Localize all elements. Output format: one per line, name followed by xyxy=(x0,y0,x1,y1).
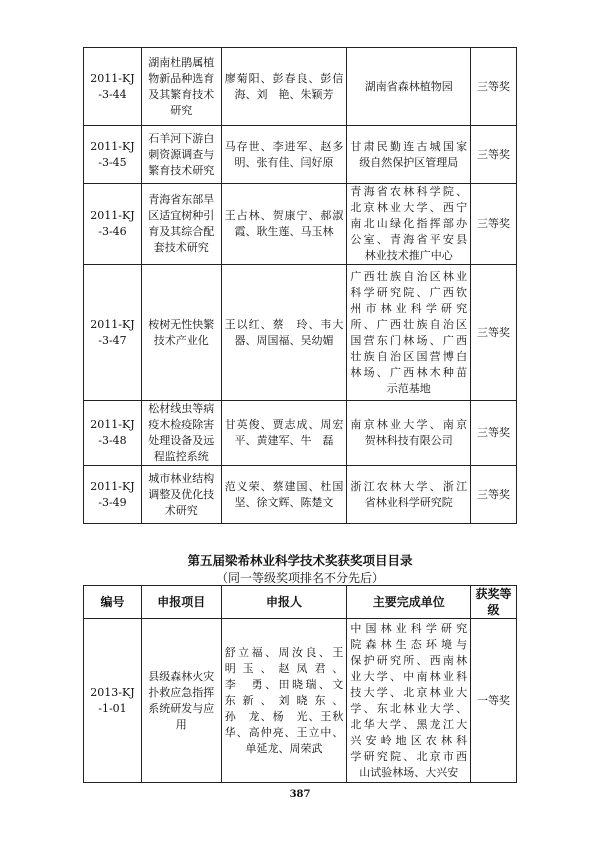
cell-id xyxy=(84,619,142,783)
text-line: 保护研究所、西南林 xyxy=(350,653,468,667)
text-line: 2013-KJ xyxy=(90,685,135,699)
cell-applicants xyxy=(221,401,347,466)
text-line: 兴安岭地区农林科 xyxy=(350,733,468,747)
cell-award: 三等奖 xyxy=(471,48,517,126)
text-line: 县级森林火灾 xyxy=(148,669,215,683)
text-line: 青海省东部旱 xyxy=(148,193,215,206)
text-line: 2011-KJ xyxy=(90,418,135,431)
cell-applicants xyxy=(221,184,347,265)
text-line: 程监控系统 xyxy=(153,450,209,463)
text-line: -1-01 xyxy=(98,701,127,715)
cell-unit xyxy=(347,619,471,783)
cell-applicants xyxy=(221,126,347,184)
cell-award: 三等奖 xyxy=(471,466,517,524)
text-line: 育及其综合配 xyxy=(148,225,215,238)
text-line: 及其繁育技术 xyxy=(148,87,215,101)
text-line: 贺林科技有限公司 xyxy=(364,434,453,447)
cell-project xyxy=(141,48,221,126)
text-line: 单延龙、周荣武 xyxy=(245,741,323,755)
text-line: 平、黄建军、牛 磊 xyxy=(234,434,334,447)
text-line: 东新、刘晓东、 xyxy=(224,693,344,707)
table-row xyxy=(84,126,517,184)
text-line: 级自然保护区管理局 xyxy=(359,155,459,169)
text-line: -3-48 xyxy=(98,434,127,447)
text-line: 桉树无性快繁 xyxy=(148,317,215,331)
text-line: 业大学、中南林业科 xyxy=(350,669,468,683)
text-line: 霞、耿生莲、马玉林 xyxy=(234,225,334,238)
text-line: 南北山绿化指挥部办 xyxy=(350,217,468,230)
text-line: 壮族自治区国营博白 xyxy=(350,349,468,363)
page-number: 387 xyxy=(289,789,311,800)
text-line: 国营东门林场、广西 xyxy=(350,333,468,347)
cell-unit xyxy=(347,466,471,524)
text-line: 南京林业大学、南京 xyxy=(350,418,468,431)
text-line: 所、广西壮族自治区 xyxy=(350,317,468,331)
text-line: 2011-KJ xyxy=(90,317,135,331)
table-row xyxy=(84,265,517,401)
text-line: 北京林业大学、西宁 xyxy=(350,201,468,214)
text-line: -3-46 xyxy=(98,225,127,238)
text-line: 北华大学、黑龙江大 xyxy=(350,717,468,731)
cell-project xyxy=(141,401,221,466)
text-line: 扑救应急指挥 xyxy=(148,685,215,699)
text-line: 浙江农林大学、浙江 xyxy=(350,479,468,493)
text-line: 调整及优化技 xyxy=(148,487,215,501)
cell-unit xyxy=(347,126,471,184)
text-line: 王以红、蔡 玲、韦大 xyxy=(224,317,344,331)
cell-award: 三等奖 xyxy=(471,184,517,265)
text-line: 李 勇、田晓瑞、文 xyxy=(224,677,344,691)
section-subtitle: （同一等级奖项排名不分先后） xyxy=(215,571,384,585)
section-title: 第五届梁希林业科学技术奖获奖项目目录 xyxy=(187,553,413,568)
text-line: 山试验林场、大兴安 xyxy=(359,765,459,779)
cell-award: 一等奖 xyxy=(471,619,517,783)
cell-id xyxy=(84,265,142,401)
text-line: 广西壮族自治区林业 xyxy=(350,269,468,283)
text-line: 科学研究院、广西钦 xyxy=(350,285,468,299)
cell-award: 三等奖 xyxy=(471,401,517,466)
text-line: -3-44 xyxy=(98,87,127,101)
text-line: 城市林业结构 xyxy=(148,471,215,485)
text-line: 公室、青海省平安县 xyxy=(350,233,468,246)
text-line: 物新品种选育 xyxy=(148,71,215,85)
text-line: 孙 龙、杨 光、王秋 xyxy=(224,709,344,723)
text-line: 疫木检疫除害 xyxy=(148,418,215,431)
cell-id xyxy=(84,401,142,466)
header-applicants: 申报人 xyxy=(221,586,347,619)
text-line: 省林业科学研究院 xyxy=(364,495,453,509)
text-line: -3-45 xyxy=(98,155,127,169)
text-line: 王占林、贺康宁、郝淑 xyxy=(224,209,344,222)
text-line: 湖南杜鹃属植 xyxy=(148,55,215,69)
text-line: 舒立福、周汝良、王 xyxy=(224,645,344,659)
text-line: -3-47 xyxy=(98,333,127,347)
cell-award: 三等奖 xyxy=(471,265,517,401)
cell-applicants xyxy=(221,466,347,524)
text-line: 林场、广西林木种苗 xyxy=(350,365,468,379)
text-line: 甘肃民勤连古城国家 xyxy=(350,139,468,153)
text-line: 松材线虫等病 xyxy=(148,402,215,415)
cell-id xyxy=(84,126,142,184)
cell-unit xyxy=(347,401,471,466)
text-line: 海、刘 艳、朱颖芳 xyxy=(234,87,334,101)
cell-project xyxy=(141,265,221,401)
cell-unit xyxy=(347,48,471,126)
awards-table xyxy=(83,585,517,783)
text-line: 研究 xyxy=(170,103,193,117)
text-line: 示范基地 xyxy=(386,381,431,395)
text-line: 明、张有佳、闫好原 xyxy=(234,155,334,169)
cell-unit xyxy=(347,184,471,265)
text-line: 甘英俊、贾志成、周宏 xyxy=(224,418,344,431)
table-row xyxy=(84,184,517,265)
text-line: 马存世、李进军、赵多 xyxy=(224,139,344,153)
text-line: 明玉、赵凤君、 xyxy=(224,661,344,675)
cell-unit xyxy=(347,265,471,401)
text-line: 器、周国福、吴幼媚 xyxy=(234,333,334,347)
text-line: 2011-KJ xyxy=(90,479,135,493)
text-line: 石羊河下游白 xyxy=(148,131,215,145)
cell-project xyxy=(141,126,221,184)
cell-id xyxy=(84,184,142,265)
cell-id xyxy=(84,48,142,126)
cell-applicants xyxy=(221,48,347,126)
text-line: 院森林生态环境与 xyxy=(350,637,468,651)
header-award-line: 获奖等 xyxy=(475,587,512,601)
text-line: 套技术研究 xyxy=(153,241,209,254)
cell-award: 三等奖 xyxy=(471,126,517,184)
text-line: 繁育技术研究 xyxy=(148,163,215,177)
cell-project xyxy=(141,466,221,524)
text-line: 术研究 xyxy=(164,503,198,517)
header-award-line: 级 xyxy=(487,603,500,617)
cell-project xyxy=(141,184,221,265)
text-line: 处理设备及远 xyxy=(148,434,215,447)
text-line: 坚、徐文辉、陈楚文 xyxy=(234,495,334,509)
text-line: 2011-KJ xyxy=(90,209,135,222)
text-line: 技大学、北京林业大 xyxy=(350,685,468,699)
header-project: 申报项目 xyxy=(141,586,221,619)
text-line: 系统研发与应 xyxy=(148,701,215,715)
text-line: 华、高仲亮、王立中、 xyxy=(224,725,344,739)
text-line: 技术产业化 xyxy=(153,333,209,347)
text-line: 廖菊阳、彭春良、彭信 xyxy=(224,71,344,85)
text-line: 区适宜树种引 xyxy=(148,209,215,222)
header-unit: 主要完成单位 xyxy=(347,586,471,619)
text-line: 学研究院、北京市西 xyxy=(350,749,468,763)
text-line: 州市林业科学研究 xyxy=(350,301,468,315)
table-row xyxy=(84,401,517,466)
table-row xyxy=(84,619,517,783)
text-line: 刺资源调查与 xyxy=(148,147,215,161)
text-line: 林业技术推广中心 xyxy=(364,249,453,262)
header-award xyxy=(471,586,517,619)
text-line: -3-49 xyxy=(98,495,127,509)
table-row xyxy=(84,48,517,126)
text-line: 中国林业科学研究 xyxy=(350,621,468,635)
text-line: 2011-KJ xyxy=(90,71,135,85)
table-header-row xyxy=(84,586,517,619)
header-id: 编号 xyxy=(84,586,142,619)
text-line: 2011-KJ xyxy=(90,139,135,153)
table-row xyxy=(84,466,517,524)
text-line: 用 xyxy=(175,717,187,731)
cell-id xyxy=(84,466,142,524)
cell-project xyxy=(141,619,221,783)
text-line: 青海省农林科学院、 xyxy=(350,185,468,198)
text-line: 湖南省森林植物园 xyxy=(364,79,453,93)
awards-table-continued xyxy=(83,47,517,524)
text-line: 学、东北林业大学、 xyxy=(350,701,468,715)
text-line: 范义荣、蔡建国、杜国 xyxy=(224,479,344,493)
cell-applicants xyxy=(221,265,347,401)
cell-applicants xyxy=(221,619,347,783)
